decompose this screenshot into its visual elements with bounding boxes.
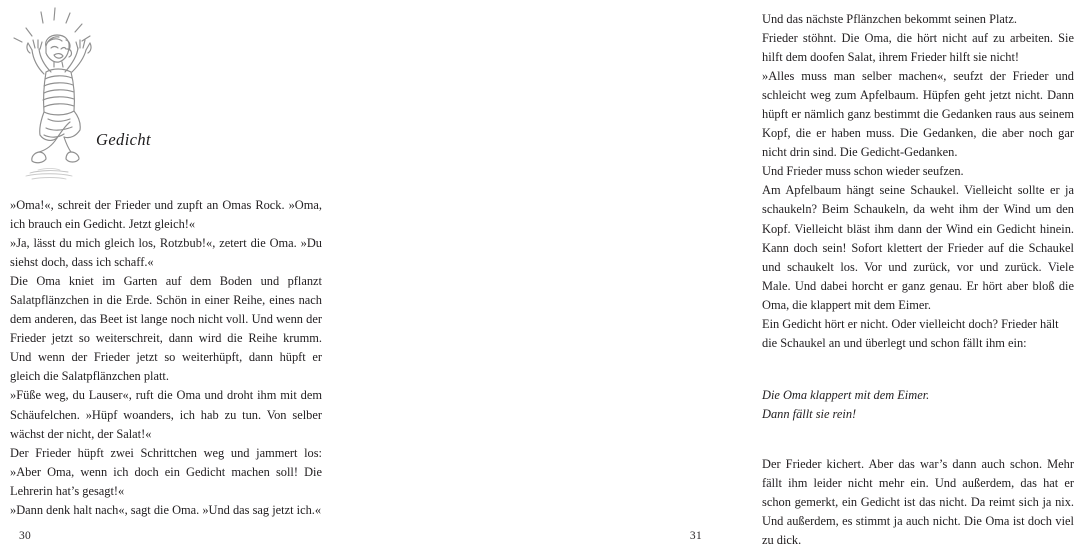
paragraph: »Oma!«, schreit der Frieder und zupft an Omas Rock. »Oma, ich brauch ein Gedicht. Jetzt gleich!« xyxy=(10,198,322,232)
paragraph: »Füße weg, du Lauser«, ruft die Oma und droht ihm mit dem Schäufelchen. »Hüpf woanders, ich hab zu tun. Von selber wächst der nicht, der Salat!« xyxy=(10,388,322,441)
page-number-right: 31 xyxy=(689,530,702,542)
paragraph: »Dann denk halt nach«, sagt die Oma. »Und das sag jetzt ich.« xyxy=(10,502,322,517)
paragraph: Und Frieder muss schon wieder seufzen. xyxy=(762,164,964,179)
right-page-body-bottom xyxy=(762,455,1074,550)
paragraph: »Ja, lässt du mich gleich los, Rotzbub!«, zetert die Oma. »Du siehst doch, dass ich schaff.« xyxy=(10,236,322,270)
paragraph: Am Apfelbaum hängt seine Schaukel. Vielleicht sollte er ja schaukeln? Beim Schaukeln, da weht ihm der Wind um den Kopf. Vielleicht bläst ihm dann der Wind ein Gedicht hinein. Kann doch sein! Sofort klettert der Frieder auf die Schaukel und schaukelt los. Vor und zurück, vor und zurück. Viele Male. Und dabei horcht er ganz genau. Er hört aber bloß die Oma, die klappert mit dem Eimer. xyxy=(762,183,1074,312)
poem-line: Dann fällt sie rein! xyxy=(762,407,857,422)
paragraph: Die Oma kniet im Garten auf dem Boden und pflanzt Salatpflänzchen in die Erde. Schön in einer Reihe, eines nach dem anderen, das Beet ist lange noch nicht voll. Und wenn der Frieder jetzt so weiterschreit, dann wird die Reihe krumm. Und wenn der Frieder jetzt so weiterhüpft, dann hüpft er gleich die Salatpflänzchen platt. xyxy=(10,274,322,384)
chapter-illustration xyxy=(8,2,118,187)
paragraph: »Alles muss man selber machen«, seufzt der Frieder und schleicht weg zum Apfelbaum. Hüpfen geht jetzt nicht. Dann hüpft er nämlich ganz bestimmt die Gedanken raus aus seinem Kopf, die er haben muss. Die Gedanken, die aber noch gar nicht drin sind. Die Gedicht-Gedanken. xyxy=(762,69,1074,160)
left-page-body xyxy=(10,196,322,520)
page-right xyxy=(360,0,1074,558)
paragraph: Der Frieder kichert. Aber das war’s dann auch schon. Mehr fällt ihm leider nicht mehr ein. Und außerdem, das hat er schon gemerkt, ein Gedicht ist das nicht. Da reimt sich ja nix. Und außerdem, es stimmt ja auch nicht. Die Oma ist doch viel zu dick. xyxy=(762,457,1074,548)
right-page-body-top xyxy=(762,10,1074,353)
paragraph: Und das nächste Pflänzchen bekommt seinen Platz. xyxy=(762,12,1017,26)
paragraph: Ein Gedicht hört er nicht. Oder vielleicht doch? Frieder hält die Schaukel an und überlegt und schon fällt ihm ein: xyxy=(762,316,1059,350)
poem-block xyxy=(762,386,1074,424)
paragraph: Der Frieder hüpft zwei Schrittchen weg und jammert los: »Aber Oma, wenn ich doch ein Gedicht machen soll! Die Lehrerin hat’s gesagt!« xyxy=(10,445,322,498)
paragraph: Frieder stöhnt. Die Oma, die hört nicht auf zu arbeiten. Sie hilft dem doofen Salat, ihrem Frieder hilft sie nicht! xyxy=(762,31,1074,65)
poem-line: Die Oma klappert mit dem Eimer. xyxy=(762,388,930,402)
chapter-title: Gedicht xyxy=(96,130,152,149)
page-left xyxy=(0,0,360,558)
page-number-left: 30 xyxy=(19,530,32,542)
